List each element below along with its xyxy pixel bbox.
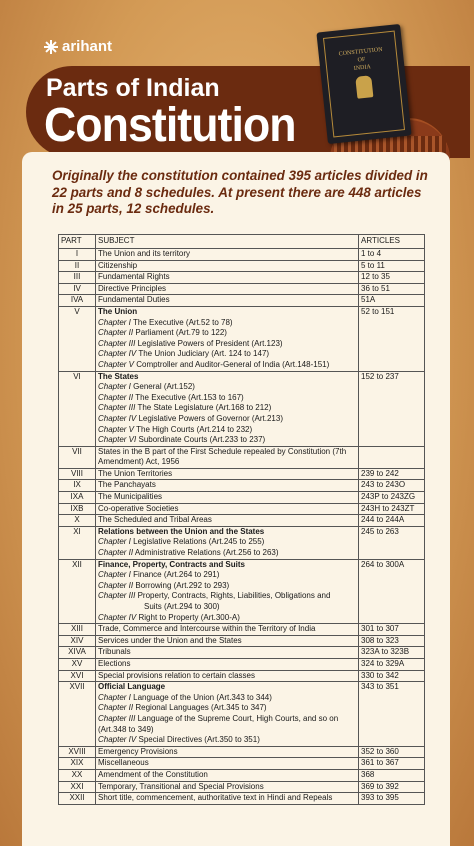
subject-cell (96, 272, 359, 284)
subject-line (98, 693, 356, 704)
chapter-label: Chapter I (98, 317, 131, 327)
articles-range: 52 to 151 (359, 306, 425, 371)
chapter-label: Chapter V (98, 359, 135, 369)
table-row (59, 468, 425, 480)
section-heading: Relations between the Union and the States (98, 526, 265, 536)
part-number: XVII (59, 682, 96, 747)
articles-range: 5 to 11 (359, 260, 425, 272)
subject-line (98, 758, 356, 769)
subject-text: Borrowing (Art.292 to 293) (135, 580, 230, 590)
chapter-label: Chapter III (98, 591, 136, 601)
articles-range: 245 to 263 (359, 526, 425, 559)
part-number: I (59, 249, 96, 261)
table-row (59, 647, 425, 659)
subject-line (98, 403, 356, 414)
part-number: V (59, 306, 96, 371)
part-number: XI (59, 526, 96, 559)
subject-text: Finance (Art.264 to 291) (133, 570, 220, 580)
brand-name: arihant (62, 38, 113, 55)
articles-range: 343 to 351 (359, 682, 425, 747)
part-number: IX (59, 480, 96, 492)
chapter-label: Chapter II (98, 580, 134, 590)
intro-text: Originally the constitution contained 395 articles divided in 22 parts and 8 schedules. At present there are 448 articles in 25 parts, 12 schedules. (52, 168, 428, 216)
subject-text: Miscellaneous (98, 758, 149, 768)
subject-line (98, 447, 356, 468)
subject-line (98, 671, 356, 682)
subject-cell (96, 260, 359, 272)
table-row (59, 295, 425, 307)
subject-line (98, 307, 356, 318)
subject-line (98, 249, 356, 260)
table-row (59, 283, 425, 295)
part-number: II (59, 260, 96, 272)
subject-cell (96, 658, 359, 670)
subject-line (98, 480, 356, 491)
subject-text: Directive Principles (98, 283, 167, 293)
subject-cell (96, 446, 359, 468)
subject-line (98, 782, 356, 793)
part-number: VI (59, 371, 96, 446)
header-articles: ARTICLES (359, 235, 425, 249)
table-row (59, 746, 425, 758)
subject-line (98, 624, 356, 635)
subject-line (98, 682, 356, 693)
chapter-label: Chapter V (98, 424, 135, 434)
table-row (59, 670, 425, 682)
subject-text: Emergency Provisions (98, 746, 178, 756)
subject-cell (96, 526, 359, 559)
articles-range: 244 to 244A (359, 515, 425, 527)
subject-cell (96, 635, 359, 647)
subject-text: The Executive (Art.153 to 167) (135, 392, 244, 402)
subject-line (98, 425, 356, 436)
subject-cell (96, 503, 359, 515)
articles-range: 330 to 342 (359, 670, 425, 682)
table-row (59, 371, 425, 446)
subject-cell (96, 515, 359, 527)
articles-range: 393 to 395 (359, 793, 425, 805)
subject-text: Fundamental Rights (98, 272, 170, 282)
table-row (59, 503, 425, 515)
part-number: XIVA (59, 647, 96, 659)
subject-text: The State Legislature (Art.168 to 212) (137, 403, 272, 413)
subject-cell (96, 647, 359, 659)
section-heading: Finance, Property, Contracts and Suits (98, 559, 245, 569)
subject-text: The Union and its territory (98, 249, 191, 258)
chapter-label: Chapter IV (98, 612, 137, 622)
subject-cell (96, 781, 359, 793)
table-row (59, 249, 425, 261)
part-number: IVA (59, 295, 96, 307)
table-row (59, 781, 425, 793)
part-number: XX (59, 769, 96, 781)
subject-text: Short title, commencement, authoritative text in Hindi and Repeals (98, 793, 333, 803)
part-number: XXII (59, 793, 96, 805)
articles-range: 243P to 243ZG (359, 492, 425, 504)
chapter-label: Chapter III (98, 713, 136, 723)
title-line-2: Constitution (44, 99, 296, 152)
subject-text: Subordinate Courts (Art.233 to 237) (138, 435, 266, 445)
chapter-label: Chapter II (98, 548, 134, 558)
part-number: XXI (59, 781, 96, 793)
subject-cell (96, 758, 359, 770)
subject-line (98, 591, 356, 602)
subject-text: Amendment of the Constitution (98, 769, 208, 779)
articles-range: 239 to 242 (359, 468, 425, 480)
table-row (59, 758, 425, 770)
subject-line (98, 570, 356, 581)
subject-cell (96, 769, 359, 781)
articles-range: 369 to 392 (359, 781, 425, 793)
subject-line (98, 548, 356, 559)
part-number: III (59, 272, 96, 284)
table-row (59, 559, 425, 624)
national-emblem-icon (355, 75, 373, 99)
book-title-1: CONSTITUTION (338, 46, 383, 58)
subject-line (98, 318, 356, 329)
subject-line (98, 703, 356, 714)
subject-text-continued: Suits (Art.294 to 300) (144, 602, 220, 611)
subject-line (98, 581, 356, 592)
subject-cell (96, 746, 359, 758)
subject-line (98, 382, 356, 393)
chapter-label: Chapter IV (98, 735, 137, 745)
table-row (59, 793, 425, 805)
subject-cell (96, 249, 359, 261)
subject-line (98, 328, 356, 339)
subject-cell (96, 371, 359, 446)
title-line-1: Parts of Indian (46, 74, 220, 102)
subject-text: Tribunals (98, 647, 131, 657)
chapter-label: Chapter III (98, 338, 136, 348)
subject-cell (96, 306, 359, 371)
subject-line (98, 636, 356, 647)
subject-text: The High Courts (Art.214 to 232) (136, 424, 253, 434)
subject-text: The Executive (Art.52 to 78) (132, 317, 233, 327)
subject-line (98, 349, 356, 360)
subject-line (98, 527, 356, 538)
table-row (59, 480, 425, 492)
chapter-label: Chapter IV (98, 349, 137, 359)
subject-line (98, 504, 356, 515)
subject-line (98, 414, 356, 425)
articles-range: 323A to 323B (359, 647, 425, 659)
subject-line (98, 492, 356, 503)
section-heading: Official Language (98, 682, 166, 692)
articles-range: 243H to 243ZT (359, 503, 425, 515)
subject-line (98, 284, 356, 295)
subject-text: The Union Territories (98, 468, 173, 478)
chapter-label: Chapter III (98, 403, 136, 413)
table-row (59, 769, 425, 781)
table-row (59, 526, 425, 559)
subject-text: Special provisions relation to certain classes (98, 670, 255, 680)
subject-line (98, 770, 356, 781)
subject-text: Property, Contracts, Rights, Liabilities, Obligations and (137, 591, 331, 601)
table-row (59, 446, 425, 468)
subject-text: Right to Property (Art.300-A) (138, 612, 240, 622)
subject-line (98, 735, 356, 746)
table-row (59, 658, 425, 670)
articles-range: 361 to 367 (359, 758, 425, 770)
part-number: IV (59, 283, 96, 295)
subject-line (98, 372, 356, 383)
subject-line (98, 602, 356, 613)
subject-text: Special Directives (Art.350 to 351) (138, 735, 260, 745)
chapter-label: Chapter IV (98, 413, 137, 423)
subject-line (98, 393, 356, 404)
subject-text: The Scheduled and Tribal Areas (98, 515, 212, 525)
subject-line (98, 261, 356, 272)
subject-cell (96, 682, 359, 747)
chapter-label: Chapter II (98, 392, 134, 402)
subject-text: Parliament (Art.79 to 122) (135, 328, 227, 338)
part-number: VII (59, 446, 96, 468)
articles-range: 324 to 329A (359, 658, 425, 670)
section-heading: The States (98, 371, 139, 381)
subject-text: Elections (98, 658, 131, 668)
chapter-label: Chapter I (98, 570, 131, 580)
articles-range: 301 to 307 (359, 624, 425, 636)
subject-cell (96, 670, 359, 682)
articles-range: 352 to 360 (359, 746, 425, 758)
table-row (59, 682, 425, 747)
subject-text: Comptroller and Auditor-General of India (Art.148-151) (136, 359, 330, 369)
table-header-row (59, 235, 425, 249)
subject-line (98, 793, 356, 804)
part-number: VIII (59, 468, 96, 480)
subject-text: Legislative Powers of Governor (Art.213) (138, 413, 283, 423)
part-number: XVIII (59, 746, 96, 758)
table-row (59, 272, 425, 284)
subject-cell (96, 559, 359, 624)
articles-range: 36 to 51 (359, 283, 425, 295)
articles-range: 12 to 35 (359, 272, 425, 284)
subject-line (98, 659, 356, 670)
subject-line (98, 272, 356, 283)
subject-text: The Panchayats (98, 480, 156, 490)
book-title-3: INDIA (353, 64, 372, 72)
subject-line (98, 339, 356, 350)
table-row (59, 624, 425, 636)
subject-cell (96, 480, 359, 492)
chapter-label: Chapter I (98, 692, 131, 702)
chapter-label: Chapter II (98, 328, 134, 338)
articles-range: 243 to 243O (359, 480, 425, 492)
subject-line (98, 537, 356, 548)
subject-text: Legislative Relations (Art.245 to 255) (133, 537, 265, 547)
part-number: IXB (59, 503, 96, 515)
subject-text: Services under the Union and the States (98, 635, 242, 645)
table-row (59, 492, 425, 504)
articles-range: 152 to 237 (359, 371, 425, 446)
subject-text: Language of the Union (Art.343 to 344) (133, 692, 272, 702)
subject-cell (96, 492, 359, 504)
subject-line (98, 469, 356, 480)
part-number: XIX (59, 758, 96, 770)
header-part: PART (59, 235, 96, 249)
subject-line (98, 747, 356, 758)
articles-range: 264 to 300A (359, 559, 425, 624)
subject-line (98, 295, 356, 306)
subject-text: Citizenship (98, 260, 138, 270)
subject-line (98, 613, 356, 624)
header-subject: SUBJECT (96, 235, 359, 249)
subject-line (98, 435, 356, 446)
table-row (59, 306, 425, 371)
brand-logo (44, 38, 112, 55)
part-number: XII (59, 559, 96, 624)
subject-cell (96, 468, 359, 480)
part-number: X (59, 515, 96, 527)
table-row (59, 635, 425, 647)
chapter-label: Chapter VI (98, 435, 137, 445)
part-number: XIV (59, 635, 96, 647)
articles-range: 1 to 4 (359, 249, 425, 261)
section-heading: The Union (98, 306, 138, 316)
book-title-2: OF (357, 56, 366, 64)
subject-text: Fundamental Duties (98, 295, 170, 305)
subject-text: Trade, Commerce and Intercourse within the Territory of India (98, 624, 316, 634)
subject-cell (96, 793, 359, 805)
subject-text: Co-operative Societies (98, 503, 179, 513)
subject-cell (96, 295, 359, 307)
asterisk-icon (44, 40, 58, 54)
subject-line (98, 647, 356, 658)
table-row (59, 260, 425, 272)
subject-line (98, 714, 356, 735)
part-number: XVI (59, 670, 96, 682)
subject-text: Legislative Powers of President (Art.123) (137, 338, 283, 348)
table-row (59, 515, 425, 527)
subject-line (98, 560, 356, 571)
parts-table (58, 234, 425, 805)
constitution-book-image (316, 24, 411, 144)
part-number: IXA (59, 492, 96, 504)
chapter-label: Chapter I (98, 537, 131, 547)
subject-text: General (Art.152) (133, 382, 195, 392)
articles-range (359, 446, 425, 468)
part-number: XIII (59, 624, 96, 636)
articles-range: 308 to 323 (359, 635, 425, 647)
subject-text: The Union Judiciary (Art. 124 to 147) (138, 349, 270, 359)
subject-text: States in the B part of the First Schedule repealed by Constitution (7th Amendment) Act, 1956 (98, 446, 347, 467)
subject-cell (96, 624, 359, 636)
subject-text: Regional Languages (Art.345 to 347) (135, 703, 267, 713)
articles-range: 51A (359, 295, 425, 307)
subject-text: Temporary, Transitional and Special Provisions (98, 781, 264, 791)
subject-text: The Municipalities (98, 492, 163, 502)
chapter-label: Chapter II (98, 703, 134, 713)
subject-text: Language of the Supreme Court, High Courts, and so on (Art.348 to 349) (98, 713, 339, 734)
part-number: XV (59, 658, 96, 670)
chapter-label: Chapter I (98, 382, 131, 392)
subject-line (98, 360, 356, 371)
subject-text: Administrative Relations (Art.256 to 263) (134, 548, 279, 558)
articles-range: 368 (359, 769, 425, 781)
subject-cell (96, 283, 359, 295)
subject-line (98, 515, 356, 526)
